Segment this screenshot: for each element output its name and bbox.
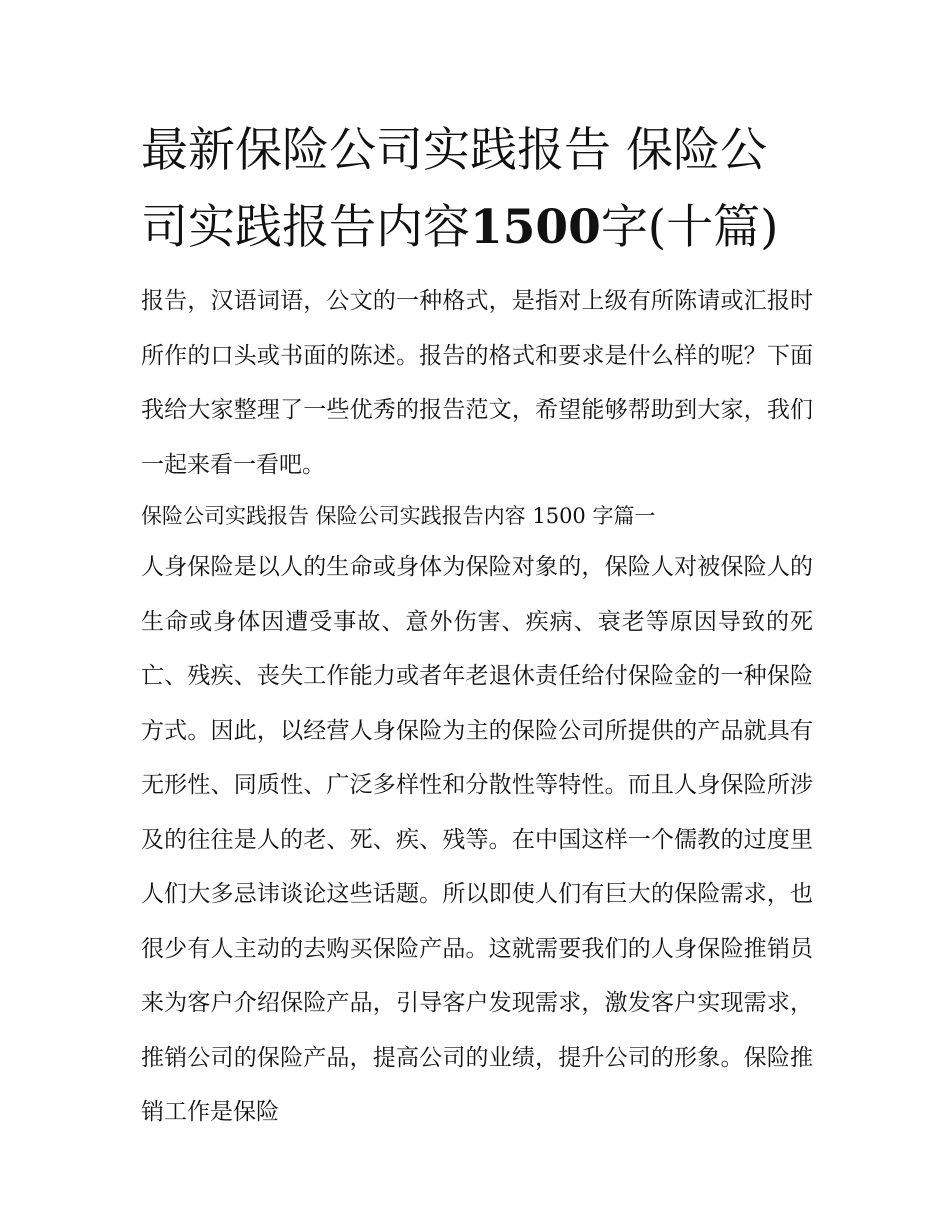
document-page xyxy=(141,112,813,1140)
title-number: 1500 xyxy=(470,200,601,255)
title-text-part2: 字(十篇) xyxy=(600,200,779,255)
document-title xyxy=(141,112,813,266)
section-heading: 保险公司实践报告 保险公司实践报告内容 1500 字篇一 xyxy=(141,504,656,528)
title-text-part1: 最新保险公司实践报告 保险公司实践报告内容 xyxy=(141,123,767,255)
body-paragraph: 人身保险是以人的生命或身体为保险对象的，保险人对被保险人的生命或身体因遭受事故、意外伤害、疾病、衰老等原因导致的死亡、残疾、丧失工作能力或者年老退休责任给付保险金的一种保险方式。因此，以经营人身保险为主的保险公司所提供的产品就具有无形性、同质性、广泛多样性和分散性等特性。而且人身保险所涉及的往往是人的老、死、疾、残等。在中国这样一个儒教的过度里人们大多忌讳谈论这些话题。所以即使人们有巨大的保险需求，也很少有人主动的去购买保险产品。这就需要我们的人身保险推销员来为客户介绍保险产品，引导客户发现需求，激发客户实现需求，推销公司的保险产品，提高公司的业绩，提升公司的形象。保险推销工作是保险 xyxy=(141,554,813,1125)
intro-paragraph: 报告，汉语词语，公文的一种格式，是指对上级有所陈请或汇报时所作的口头或书面的陈述。报告的格式和要求是什么样的呢？下面我给大家整理了一些优秀的报告范文，希望能够帮助到大家，我们一起来看一看吧。 xyxy=(141,288,813,478)
